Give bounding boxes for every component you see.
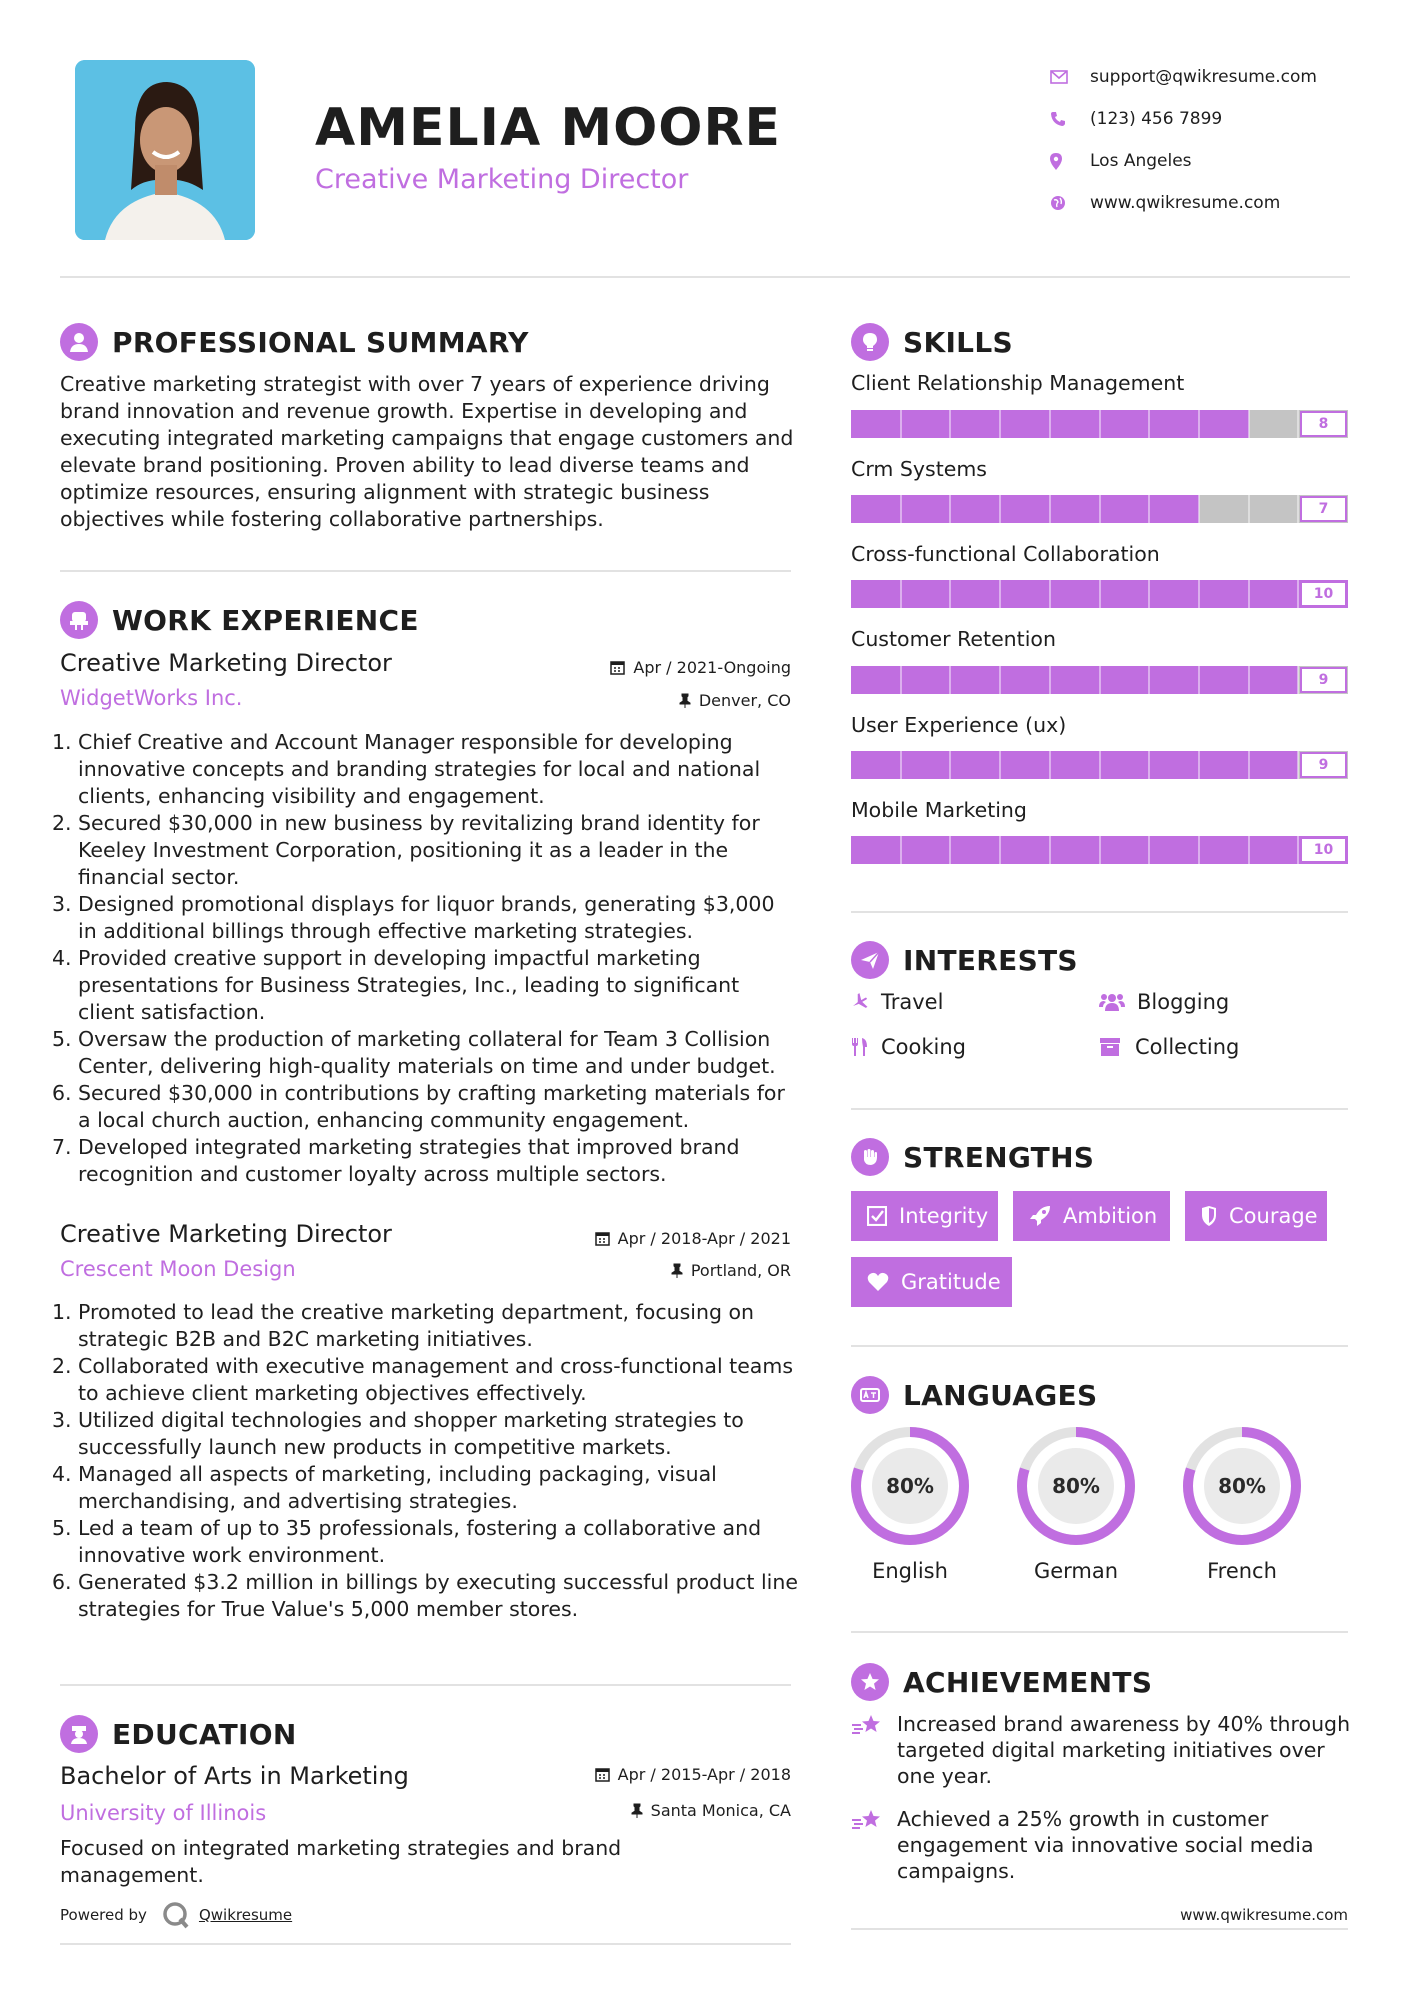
strengths-divider bbox=[851, 1345, 1348, 1347]
skill-level-badge: 8 bbox=[1300, 411, 1347, 437]
skill-bar-segment bbox=[1198, 580, 1200, 608]
envelope-icon bbox=[1050, 70, 1090, 84]
utensils-icon bbox=[851, 1037, 881, 1057]
experience-divider bbox=[60, 1684, 791, 1686]
skill-bar-segment bbox=[900, 410, 902, 438]
education-location-text: Santa Monica, CA bbox=[650, 1801, 791, 1820]
job-1-title: Creative Marketing Director bbox=[60, 649, 392, 677]
skill-bar-segment bbox=[1248, 410, 1250, 438]
skill-bar bbox=[851, 666, 1348, 694]
skill-bar-segment bbox=[900, 666, 902, 694]
job-2-date bbox=[595, 1229, 791, 1248]
skill-bar-segment bbox=[1049, 666, 1051, 694]
interest-blogging bbox=[1099, 990, 1229, 1014]
skill-bar-fill bbox=[851, 666, 1298, 694]
skill-bar-fill bbox=[851, 751, 1298, 779]
users-icon bbox=[1099, 992, 1129, 1012]
skill-bar-segment bbox=[999, 751, 1001, 779]
language-icon bbox=[851, 1376, 889, 1414]
skill-bar-segment bbox=[1198, 751, 1200, 779]
profile-photo bbox=[75, 60, 255, 240]
skill-bar-segment bbox=[949, 836, 951, 864]
achievements-title: ACHIEVEMENTS bbox=[903, 1665, 1153, 1699]
interest-cooking bbox=[851, 1035, 966, 1059]
job-2-company: Crescent Moon Design bbox=[60, 1257, 296, 1281]
skill-bar-segment bbox=[1099, 580, 1101, 608]
graduate-icon bbox=[60, 1715, 98, 1753]
skill-bar bbox=[851, 751, 1348, 779]
languages-heading bbox=[851, 1376, 1097, 1414]
skill-bar-segment bbox=[949, 666, 951, 694]
job-1-company: WidgetWorks Inc. bbox=[60, 686, 243, 710]
shield-icon bbox=[1201, 1206, 1217, 1226]
skill-bar bbox=[851, 836, 1348, 864]
list-item: 2. Collaborated with executive management and cross-functional teams to achieve client marketing objectives effectively. bbox=[52, 1354, 794, 1405]
achievement-item bbox=[851, 1711, 1351, 1789]
education-title: EDUCATION bbox=[112, 1717, 297, 1751]
contact-email[interactable] bbox=[1050, 56, 1380, 98]
skill-bar-segment bbox=[1099, 495, 1101, 523]
skill-name: Crm Systems bbox=[851, 457, 987, 481]
list-item: 1. Promoted to lead the creative marketing department, focusing on strategic B2B and B2C marketing initiatives. bbox=[52, 1300, 755, 1351]
achievement-text: Achieved a 25% growth in customer engagement via innovative social media campaigns. bbox=[897, 1807, 1314, 1883]
skill-bar-fill bbox=[851, 495, 1199, 523]
candidate-title: Creative Marketing Director bbox=[315, 164, 689, 195]
job-2-date-text: Apr / 2018-Apr / 2021 bbox=[617, 1229, 791, 1248]
summary-heading bbox=[60, 323, 529, 361]
list-item: 4. Provided creative support in developing impactful marketing presentations for Business Strategies, Inc., leading to significant client satisfaction. bbox=[52, 946, 740, 1024]
skill-bar-segment bbox=[1049, 836, 1051, 864]
contact-website-text: www.qwikresume.com bbox=[1090, 193, 1281, 213]
list-item: 3. Designed promotional displays for liquor brands, generating $3,000 in additional billings through effective marketing strategies. bbox=[52, 892, 775, 943]
skill-bar-segment bbox=[999, 580, 1001, 608]
education-description: Focused on integrated marketing strategies and brand management. bbox=[60, 1836, 622, 1887]
skill-bar-segment bbox=[1148, 495, 1150, 523]
skill-bar-segment bbox=[900, 580, 902, 608]
list-item: 4. Managed all aspects of marketing, including packaging, visual merchandising, and advertising strategies. bbox=[52, 1462, 717, 1513]
skill-bar-segment bbox=[1099, 666, 1101, 694]
pushpin-icon bbox=[679, 693, 691, 708]
qwikresume-logo-icon bbox=[161, 1900, 191, 1930]
skill-bar-segment bbox=[949, 580, 951, 608]
job-2-bullets bbox=[52, 1299, 798, 1623]
strength-label: Ambition bbox=[1063, 1204, 1158, 1228]
skill-bar-segment bbox=[900, 495, 902, 523]
interest-travel bbox=[851, 990, 943, 1014]
phone-icon bbox=[1050, 111, 1090, 127]
check-square-icon bbox=[867, 1206, 887, 1226]
contact-website[interactable] bbox=[1050, 182, 1380, 224]
list-item: 1. Chief Creative and Account Manager responsible for developing innovative concepts and branding strategies for local and national clients, enhancing visibility and engagement. bbox=[52, 730, 761, 808]
footer-divider-left bbox=[60, 1943, 791, 1945]
skill-bar-segment bbox=[1248, 580, 1250, 608]
skills-title: SKILLS bbox=[903, 325, 1013, 359]
contact-email-text: support@qwikresume.com bbox=[1090, 67, 1317, 87]
job-1-bullets bbox=[52, 729, 798, 1188]
skill-name: Client Relationship Management bbox=[851, 371, 1185, 395]
skill-level-badge: 10 bbox=[1300, 837, 1347, 863]
achievement-item bbox=[851, 1806, 1351, 1884]
list-item: 6. Secured $30,000 in contributions by crafting marketing materials for a local church auction, enhancing community engagement. bbox=[52, 1081, 785, 1132]
pushpin-icon bbox=[631, 1803, 643, 1818]
skill-level-badge: 10 bbox=[1300, 581, 1347, 607]
achievements-heading bbox=[851, 1663, 1152, 1701]
skill-name: User Experience (ux) bbox=[851, 713, 1067, 737]
language-ring bbox=[848, 1424, 972, 1552]
skill-bar-segment bbox=[1248, 495, 1250, 523]
skill-bar-segment bbox=[1297, 666, 1299, 694]
skill-level-badge: 7 bbox=[1300, 496, 1347, 522]
experience-title: WORK EXPERIENCE bbox=[112, 603, 419, 637]
fist-icon bbox=[851, 1138, 889, 1176]
skill-bar-segment bbox=[1099, 836, 1101, 864]
list-item: 6. Generated $3.2 million in billings by executing successful product line strategies for True Value's 5,000 member stores. bbox=[52, 1570, 798, 1621]
lightbulb-icon bbox=[851, 323, 889, 361]
summary-divider bbox=[60, 570, 791, 572]
skill-bar-segment bbox=[1248, 666, 1250, 694]
education-heading bbox=[60, 1715, 297, 1753]
contact-phone[interactable] bbox=[1050, 98, 1380, 140]
job-2-location bbox=[671, 1261, 791, 1280]
language-name: German bbox=[1033, 1559, 1119, 1583]
job-1-location-text: Denver, CO bbox=[698, 691, 791, 710]
list-item: 3. Utilized digital technologies and shopper marketing strategies to successfully launch new products in competitive markets. bbox=[52, 1408, 744, 1459]
strengths-title: STRENGTHS bbox=[903, 1140, 1095, 1174]
skill-bar-segment bbox=[1148, 836, 1150, 864]
skill-bar-segment bbox=[1049, 580, 1051, 608]
strength-label: Courage bbox=[1229, 1204, 1318, 1228]
skill-bar-segment bbox=[949, 495, 951, 523]
skill-level-badge: 9 bbox=[1300, 752, 1347, 778]
skill-bar-segment bbox=[1099, 410, 1101, 438]
interest-label: Cooking bbox=[881, 1035, 966, 1059]
job-1-location bbox=[679, 691, 791, 710]
plane-icon bbox=[851, 993, 881, 1011]
map-marker-icon bbox=[1050, 153, 1090, 170]
language-ring bbox=[1180, 1424, 1304, 1552]
skill-bar-segment bbox=[1148, 666, 1150, 694]
contact-block bbox=[1050, 56, 1380, 224]
list-item: 7. Developed integrated marketing strategies that improved brand recognition and customer loyalty across multiple sectors. bbox=[52, 1135, 740, 1186]
heart-icon bbox=[867, 1272, 889, 1292]
skill-bar-segment bbox=[1099, 751, 1101, 779]
skill-bar bbox=[851, 580, 1348, 608]
strength-tag-gratitude bbox=[851, 1257, 1012, 1307]
strengths-heading bbox=[851, 1138, 1094, 1176]
skill-bar-segment bbox=[1049, 410, 1051, 438]
skill-bar-segment bbox=[999, 410, 1001, 438]
shooting-star-icon bbox=[851, 1806, 897, 1884]
powered-by bbox=[60, 1900, 292, 1930]
skill-bar-segment bbox=[999, 495, 1001, 523]
rocket-icon bbox=[1029, 1205, 1051, 1227]
language-ring bbox=[1014, 1424, 1138, 1552]
skill-bar-segment bbox=[1198, 410, 1200, 438]
powered-by-label: Powered by bbox=[60, 1906, 147, 1924]
skills-heading bbox=[851, 323, 1013, 361]
interests-heading bbox=[851, 941, 1078, 979]
interest-collecting bbox=[1099, 1035, 1239, 1059]
language-percent: 80% bbox=[1052, 1474, 1100, 1498]
skill-bar-segment bbox=[1049, 495, 1051, 523]
header-divider bbox=[60, 276, 1350, 278]
interest-label: Blogging bbox=[1137, 990, 1230, 1014]
globe-icon bbox=[1050, 195, 1090, 211]
skill-bar-segment bbox=[900, 751, 902, 779]
job-1-date-text: Apr / 2021-Ongoing bbox=[633, 658, 791, 677]
interest-label: Travel bbox=[881, 990, 944, 1014]
skill-bar-segment bbox=[1297, 751, 1299, 779]
degree-title: Bachelor of Arts in Marketing bbox=[60, 1762, 409, 1790]
skill-bar-segment bbox=[1297, 580, 1299, 608]
skill-bar-segment bbox=[1248, 751, 1250, 779]
contact-phone-text: (123) 456 7899 bbox=[1090, 109, 1223, 129]
pushpin-icon bbox=[671, 1263, 683, 1278]
candidate-name: AMELIA MOORE bbox=[315, 98, 782, 158]
qwikresume-link[interactable]: Qwikresume bbox=[198, 1906, 293, 1924]
skill-name: Mobile Marketing bbox=[851, 798, 1027, 822]
strength-label: Integrity bbox=[899, 1204, 989, 1228]
shooting-star-icon bbox=[851, 1711, 897, 1789]
skill-bar-segment bbox=[1049, 751, 1051, 779]
skills-divider bbox=[851, 911, 1348, 913]
briefcase-icon bbox=[60, 601, 98, 639]
experience-heading bbox=[60, 601, 419, 639]
language-name: French bbox=[1207, 1559, 1277, 1583]
achievement-text: Increased brand awareness by 40% through targeted digital marketing initiatives over one year. bbox=[897, 1712, 1351, 1788]
contact-location-text: Los Angeles bbox=[1090, 151, 1192, 171]
languages-title: LANGUAGES bbox=[903, 1378, 1098, 1412]
job-2-location-text: Portland, OR bbox=[690, 1261, 791, 1280]
education-location bbox=[631, 1801, 791, 1820]
language-percent: 80% bbox=[886, 1474, 934, 1498]
list-item: 5. Oversaw the production of marketing collateral for Team 3 Collision Center, delivering high-quality materials on time and under budget. bbox=[52, 1027, 776, 1078]
footer-divider-right bbox=[851, 1928, 1348, 1930]
skill-bar-segment bbox=[1148, 580, 1150, 608]
skill-bar-segment bbox=[1297, 410, 1299, 438]
calendar-icon bbox=[595, 1231, 610, 1246]
skill-level-badge: 9 bbox=[1300, 667, 1347, 693]
list-item: 5. Led a team of up to 35 professionals, fostering a collaborative and innovative work environment. bbox=[52, 1516, 762, 1567]
school-name: University of Illinois bbox=[60, 1801, 267, 1825]
skill-bar-segment bbox=[1297, 495, 1299, 523]
strength-tag-courage bbox=[1185, 1191, 1327, 1241]
skill-bar-segment bbox=[1248, 836, 1250, 864]
education-date-text: Apr / 2015-Apr / 2018 bbox=[617, 1765, 791, 1784]
skill-bar-segment bbox=[1297, 836, 1299, 864]
calendar-icon bbox=[595, 1767, 610, 1782]
skill-name: Customer Retention bbox=[851, 627, 1056, 651]
user-icon bbox=[60, 323, 98, 361]
summary-title: PROFESSIONAL SUMMARY bbox=[112, 325, 529, 359]
interests-divider bbox=[851, 1108, 1348, 1110]
skill-bar-segment bbox=[1148, 751, 1150, 779]
interests-title: INTERESTS bbox=[903, 943, 1078, 977]
skill-name: Cross-functional Collaboration bbox=[851, 542, 1160, 566]
skill-bar-segment bbox=[1198, 666, 1200, 694]
strength-tag-ambition bbox=[1013, 1191, 1170, 1241]
skill-bar-segment bbox=[949, 751, 951, 779]
skill-bar-segment bbox=[949, 410, 951, 438]
education-date bbox=[595, 1765, 791, 1784]
job-1-date bbox=[610, 658, 791, 677]
archive-icon bbox=[1099, 1037, 1129, 1057]
strength-tag-integrity bbox=[851, 1191, 998, 1241]
list-item: 2. Secured $30,000 in new business by revitalizing brand identity for Keeley Investment Corporation, positioning it as a leader in the financial sector. bbox=[52, 811, 760, 889]
skill-bar bbox=[851, 410, 1348, 438]
job-2-title: Creative Marketing Director bbox=[60, 1220, 392, 1248]
skill-bar-segment bbox=[900, 836, 902, 864]
skill-bar-segment bbox=[1148, 410, 1150, 438]
skill-bar-segment bbox=[999, 666, 1001, 694]
interest-label: Collecting bbox=[1135, 1035, 1240, 1059]
footer-website[interactable]: www.qwikresume.com bbox=[1180, 1906, 1348, 1924]
skill-bar-segment bbox=[1198, 836, 1200, 864]
star-badge-icon bbox=[851, 1663, 889, 1701]
skill-bar-segment bbox=[999, 836, 1001, 864]
languages-divider bbox=[851, 1631, 1348, 1633]
language-percent: 80% bbox=[1218, 1474, 1266, 1498]
skill-bar-segment bbox=[1198, 495, 1200, 523]
paper-plane-icon bbox=[851, 941, 889, 979]
language-name: English bbox=[872, 1559, 948, 1583]
contact-location bbox=[1050, 140, 1380, 182]
calendar-icon bbox=[610, 660, 625, 675]
strength-label: Gratitude bbox=[901, 1270, 1001, 1294]
summary-text: Creative marketing strategist with over 7 years of experience driving brand innovation and revenue growth. Expertise in developing and executing integrated marketing campaigns that engage customers and elevate brand positioning. Proven ability to lead diverse teams and optimize resources, ensuring alignment with strategic business objectives while fostering collaborative partnerships. bbox=[60, 372, 794, 531]
skill-bar bbox=[851, 495, 1348, 523]
